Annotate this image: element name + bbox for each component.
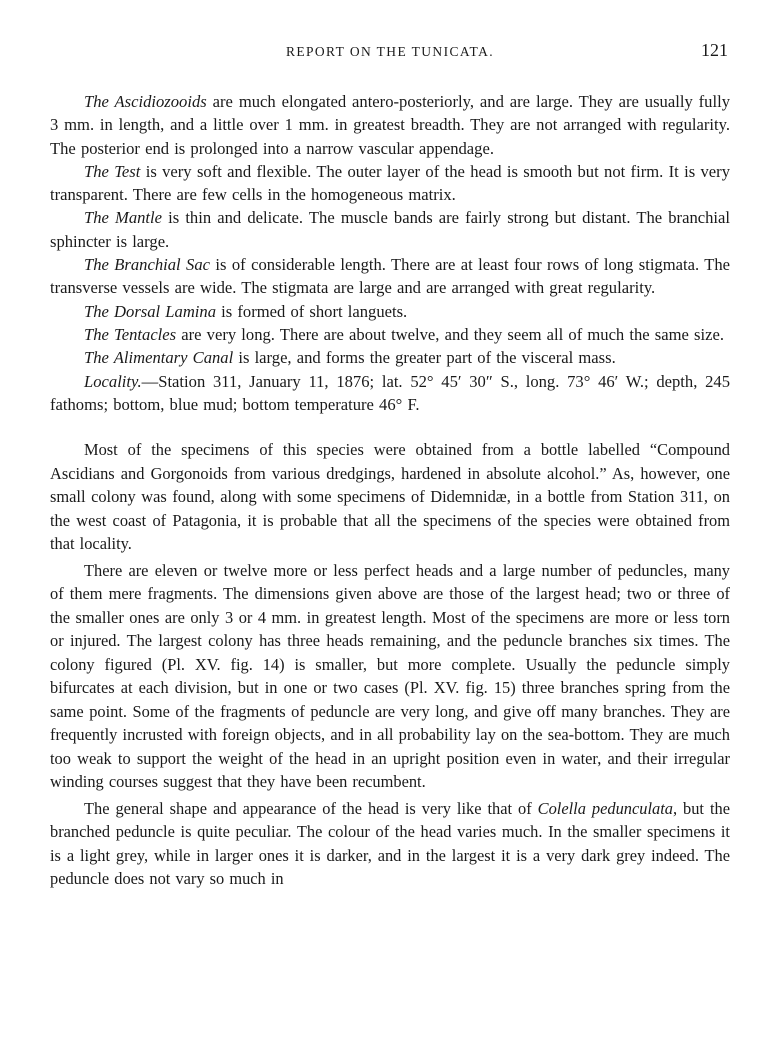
- paragraph-dorsal-lamina: [50, 300, 730, 323]
- paragraph-mantle: [50, 206, 730, 253]
- term-dorsal-lamina: The Dorsal Lamina: [84, 301, 217, 321]
- paragraph-head-appearance: [50, 797, 730, 891]
- text-branchial-sac: is of considerable length. There are at least four rows of long stigmata. The transverse vessels are wide. The stigmata are large and are arranged with great regularity.: [50, 255, 731, 298]
- head-appearance-end: , but the branched peduncle is quite peculiar. The colour of the head varies much. In the smaller specimens it is a light grey, while in larger ones it is darker, and in the largest it is a very dark grey indeed. The peduncle does not vary so much in: [50, 798, 730, 889]
- text-mantle: is thin and delicate. The muscle bands are fairly strong but distant. The branchial sphincter is large.: [50, 208, 730, 251]
- term-ascidiozooids: The Ascidiozooids: [84, 92, 207, 111]
- term-branchial-sac: The Branchial Sac: [84, 255, 211, 275]
- text-tentacles: are very long. There are about twelve, and they seem all of much the same size.: [176, 324, 724, 344]
- term-test: The Test: [84, 161, 141, 181]
- paragraph-test: [50, 160, 730, 207]
- text-locality: —Station 311, January 11, 1876; lat. 52° 45′ 30″ S., long. 73° 46′ W.; depth, 245 fathoms; bottom, blue mud; bottom temperature 46° F.: [50, 371, 730, 414]
- text-test: is very soft and flexible. The outer layer of the head is smooth but not firm. It is very transparent. There are few cells in the homogeneous matrix.: [50, 161, 730, 205]
- text-dorsal-lamina: is formed of short languets.: [216, 301, 408, 321]
- paragraph-ascidiozooids: [50, 90, 730, 160]
- paragraph-alimentary-canal: [50, 346, 730, 369]
- running-title: REPORT ON THE TUNICATA.: [285, 44, 495, 59]
- term-alimentary-canal: The Alimentary Canal: [84, 348, 234, 368]
- paragraph-specimens-origin: Most of the specimens of this species were obtained from a bottle labelled “Compound Ascidians and Gorgonoids from various dredgings, hardened in absolute alcohol.” As, however, one small colony was found, along with some specimens of Didemnidæ, in a bottle from Station 311, on the west coast of Patagonia, it is probable that all the specimens of the species were obtained from that locality.: [50, 440, 730, 554]
- paragraph-locality: [50, 370, 730, 417]
- text-ascidiozooids: are much elongated antero-posteriorly, and are large. They are usually fully 3 mm. in length, and a little over 1 mm. in greatest breadth. They are not arranged with regularity. The posterior end is prolonged into a narrow vascular appendage.: [50, 92, 730, 158]
- species-name: Colella pedunculata: [537, 798, 673, 818]
- term-mantle: The Mantle: [84, 208, 163, 228]
- paragraph-branchial-sac: [50, 253, 730, 300]
- head-appearance-start: The general shape and appearance of the head is very like that of: [84, 798, 538, 818]
- page-number: 121: [701, 40, 728, 60]
- paragraph-heads-and-peduncles: There are eleven or twelve more or less perfect heads and a large number of peduncles, many of them mere fragments. The dimensions given above are those of the largest head; two or three of the smaller ones are only 3 or 4 mm. in greatest length. Most of the specimens are more or less torn or injured. The largest colony has three heads remaining, and the peduncle branches six times. The colony figured (Pl. XV. fig. 14) is smaller, but more complete. Usually the peduncle simply bifurcates at each division, but in one or two cases (Pl. XV. fig. 15) three branches spring from the same point. Some of the fragments of peduncle are very long, and give off many branches. They are frequently incrusted with foreign objects, and in all probability lay on the sea-bottom. They are much too weak to support the weight of the head in an upright position even in water, and their irregular winding courses suggest that they have been recumbent.: [50, 560, 730, 792]
- paragraph-tentacles: [50, 323, 730, 346]
- text-alimentary-canal: is large, and forms the greater part of the visceral mass.: [233, 348, 616, 368]
- discussion: [50, 438, 730, 891]
- species-description: [50, 90, 730, 416]
- page-header: [50, 40, 730, 68]
- term-locality: Locality.: [84, 371, 142, 391]
- term-tentacles: The Tentacles: [84, 324, 177, 344]
- document-page: [50, 40, 730, 1040]
